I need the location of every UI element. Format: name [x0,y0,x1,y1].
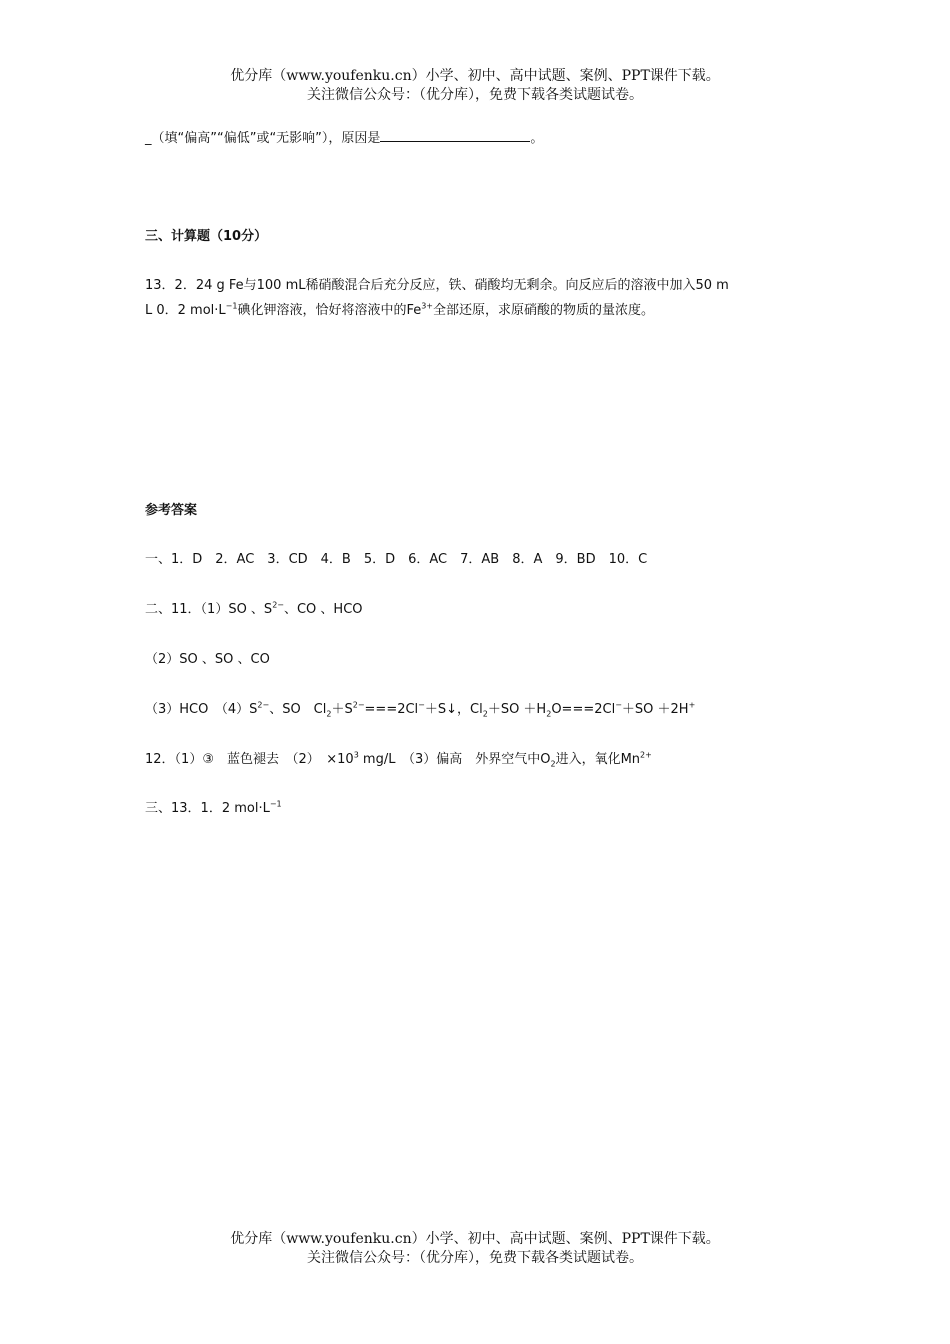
ans-3-t6: ＋SO ＋H [487,702,547,717]
answers-title: 参考答案 [145,503,198,518]
ans-3-t7: O===2Cl [551,702,616,717]
ans-3-t8: ＋SO ＋2H [621,702,689,717]
answers-11-3-4 [145,701,695,719]
ans-13-t1: 三、13．1．2 mol·L [145,801,270,816]
fill-in-suffix: 。 [530,131,544,146]
ans-12-s2: 2+ [640,750,652,760]
ans11-text-a: 二、11．（1）SO 、S [145,602,273,617]
ans-3-s5: + [688,700,696,710]
q13-sup-2: 3+ [421,301,434,311]
ans-12-t2: mg/L （3）偏高 外界空气中O [358,752,551,767]
ans-3-s3: − [418,700,425,710]
ans-3-b1: 2 [326,709,332,719]
answers-11-2: （2）SO 、SO 、CO [145,652,270,667]
ans11-text-b: 、CO 、HCO [283,602,363,617]
ans-3-t4: ===2Cl [364,702,419,717]
ans-3-t2: 、SO Cl [269,702,327,717]
footer-line-2: 关注微信公众号：（优分库），免费下载各类试题试卷。 [307,1250,643,1266]
ans11-sup: 2− [272,600,284,610]
page-header [0,67,950,105]
ans-3-t1: （3）HCO （4）S [145,702,258,717]
ans-12-b1: 2 [550,759,556,769]
q13-text-a: L 0．2 mol·L [145,303,226,318]
fill-in-prefix: _（填“偏高”“偏低”或“无影响”），原因是 [145,131,381,146]
header-line-2: 关注微信公众号：（优分库），免费下载各类试题试卷。 [307,87,643,103]
ans-12-t3: 进入，氧化Mn [555,752,641,767]
q13-text-c: 全部还原，求原硝酸的物质的量浓度。 [433,303,655,318]
section-3-title: 三、计算题（10分） [145,229,268,244]
q13-text-b: 碘化钾溶液，恰好将溶液中的Fe [237,303,422,318]
answers-part-2-11 [145,601,363,619]
ans-3-b3: 2 [546,709,552,719]
ans-3-b2: 2 [482,709,488,719]
ans-12-s1: 3 [353,750,359,760]
ans-3-t3: ＋S [331,702,353,717]
ans-3-s1: 2− [257,700,270,710]
ans-3-t5: ＋S↓，Cl [424,702,483,717]
page-footer [0,1230,950,1268]
ans-12-t1: 12．（1）③ 蓝色褪去 （2） ×10 [145,752,354,767]
header-line-1: 优分库（www.youfenku.cn）小学、初中、高中试题、案例、PPT课件下载。 [230,68,720,84]
question-13-line-2 [145,302,654,320]
answer-blank [380,128,530,142]
ans-3-s4: − [615,700,622,710]
ans-13-s1: −1 [269,799,282,809]
ans-3-s2: 2− [352,700,365,710]
answers-part-1: 一、1．D 2．AC 3．CD 4．B 5．D 6．AC 7．AB 8．A 9．BD 10．C [145,552,648,567]
answers-12 [145,751,652,769]
question-13-line-1: 13．2．24 g Fe与100 mL稀硝酸混合后充分反应，铁、硝酸均无剩余。向反应后的溶液中加入50 m [145,278,729,293]
q13-sup-1: −1 [225,301,238,311]
footer-line-1: 优分库（www.youfenku.cn）小学、初中、高中试题、案例、PPT课件下载。 [230,1231,720,1247]
fill-in-line [145,128,543,148]
answers-13 [145,800,282,818]
